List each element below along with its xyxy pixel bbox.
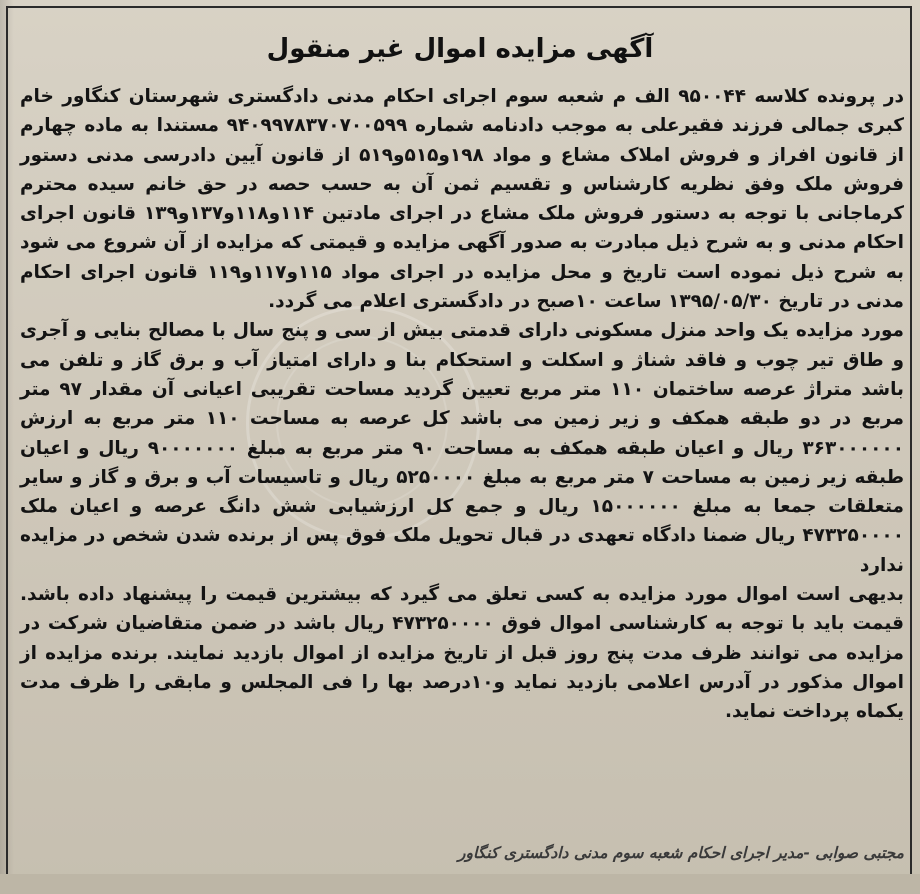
notice-paragraph-3: بدیهی است اموال مورد مزایده به کسی تعلق می گیرد که بیشترین قیمت را پیشنهاد داده باشد. قیمت باید با توجه به کارشناسی اموال فوق ۴۷۳۲۵۰۰۰۰ ریال باشد در ضمن متقاضیان شرکت در مزایده می توانند ظرف مدت پنج روز قبل از تاریخ مزایده از اموال بازدید نمایند. برنده مزایده از اموال مذکور در آدرس اعلامی بازدید نماید و۱۰درصد بها را فی المجلس و مابقی را ظرف مدت یکماه پرداخت نماید. [20, 584, 904, 723]
notice-body [20, 82, 904, 727]
notice-paragraph-1: در پرونده کلاسه ۹۵۰۰۴۴ الف م شعبه سوم اجرای احکام مدنی دادگستری شهرستان کنگاور خام کبری جمالی فرزند فقیرعلی به موجب دادنامه شماره ۹۴۰۹۹۷۸۳۷۰۷۰۰۵۹۹ مستندا به ماده چهارم از قانون افراز و فروش املاک مشاع و مواد ۱۹۸و۵۱۵و۵۱۹ از قانون آیین دادرسی مدنی دستور فروش ملک وفق نظریه کارشناس و تقسیم ثمن آن به حسب حصه در حق خانم سیده محترم کرماجانی با توجه به دستور فروش ملک مشاع در اجرای مادتین ۱۱۴و۱۱۸و۱۳۷و۱۳۹ قانون اجرای احکام مدنی و به شرح ذیل مبادرت به صدور آگهی مزایده و قیمتی که مزایده از آن شروع می شود به شرح ذیل نموده است تاریخ و محل مزایده در اجرای مواد ۱۱۵و۱۱۷و۱۱۹ قانون اجرای احکام مدنی در تاریخ ۱۳۹۵/۰۵/۳۰ ساعت ۱۰صبح در دادگستری اعلام می گردد. [20, 86, 904, 313]
bottom-torn-strip [0, 874, 920, 894]
notice-title: آگهی مزایده اموال غیر منقول [266, 34, 654, 64]
notice-paragraph-2: مورد مزایده یک واحد منزل مسکونی دارای قدمتی بیش از سی و پنج سال با مصالح بنایی و آجری و طاق تیر چوب و فاقد شناژ و اسکلت و استحکام بنا و دارای امتیاز آب و برق گاز و تلفن می باشد متراژ عرصه ساختمان ۱۱۰ متر مربع تعیین گردید مساحت تقریبی اعیانی آن مقدار ۹۷ متر مربع در دو طبقه همکف و زیر زمین می باشد کل عرصه به مساحت ۱۱۰ متر مربع به ارزش ۳۶۳۰۰۰۰۰۰ ریال و اعیان طبقه همکف به مساحت ۹۰ متر مربع به مبلغ ۹۰۰۰۰۰۰۰ ریال و اعیان طبقه زیر زمین به مساحت ۷ متر مربع به مبلغ ۵۲۵۰۰۰۰ ریال و تاسیسات آب و برق و گاز و سایر متعلقات جمعا به مبلغ ۱۵۰۰۰۰۰۰ ریال و جمع کل ارزشیابی شش دانگ عرصه و اعیان ملک ۴۷۳۲۵۰۰۰۰ ریال ضمنا دادگاه تعهدی در قبال تحویل ملک فوق پس از برنده شدن شخص در مزایده ندارد [20, 320, 905, 576]
notice-signature: مجتبی صوابی -مدیر اجرای احکام شعبه سوم مدنی دادگستری کنگاور [458, 844, 904, 862]
